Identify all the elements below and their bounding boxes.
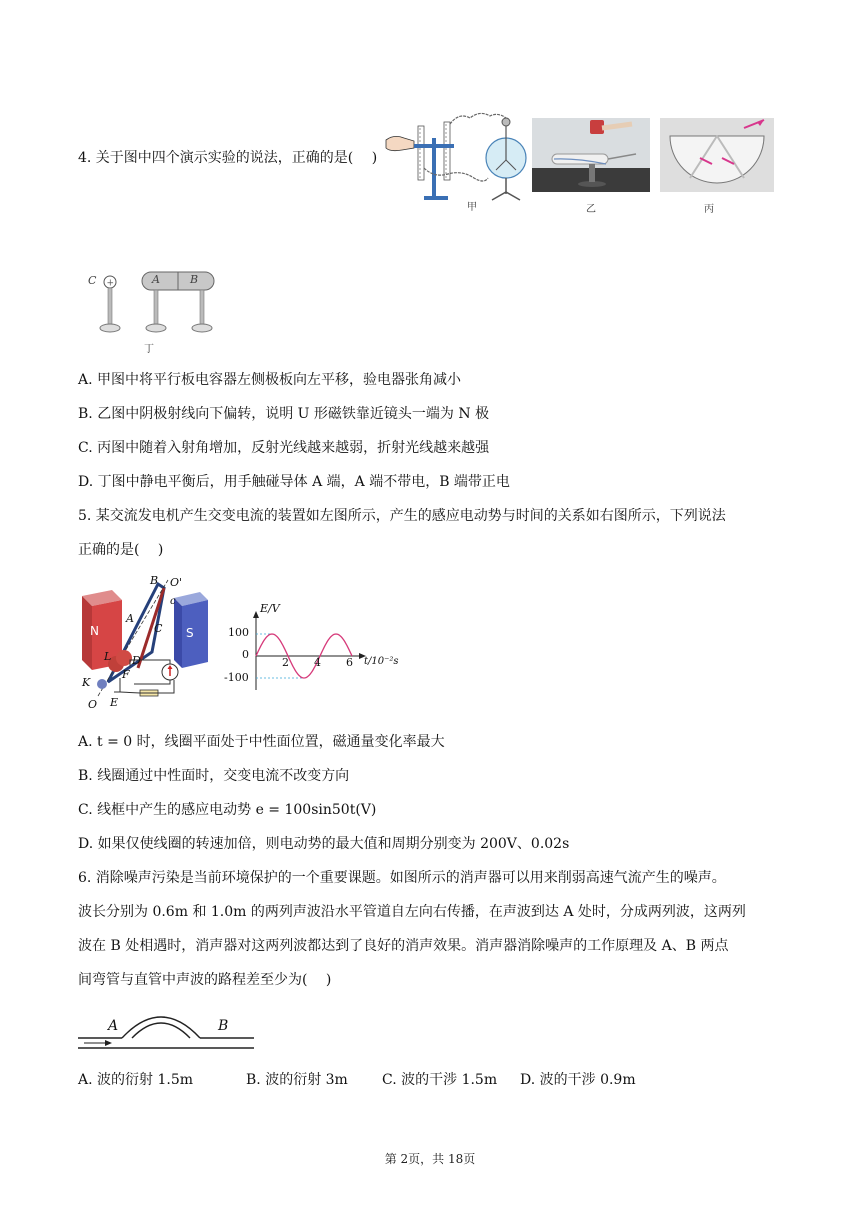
figure-ding bbox=[88, 268, 224, 358]
gen-label-o: O bbox=[88, 698, 98, 711]
emf-graph-xlabel: t/10⁻²s bbox=[364, 656, 399, 667]
emf-graph-y-zero: 0 bbox=[242, 648, 249, 661]
gen-label-e: E bbox=[110, 696, 119, 709]
magnet-s-label: S bbox=[186, 626, 194, 640]
generator-figure bbox=[78, 572, 218, 712]
figure-jia bbox=[384, 108, 530, 212]
figure-yi bbox=[532, 118, 650, 192]
q6-stem-line2: 波长分别为 0.6m 和 1.0m 的两列声波沿水平管道自左向右传播，在声波到达 A 处时，分成两列波，这两列 bbox=[78, 904, 746, 920]
gen-label-d: D bbox=[132, 654, 141, 667]
gen-label-b: B bbox=[150, 574, 159, 587]
emf-graph-x-tick-6: 6 bbox=[346, 656, 353, 669]
q6-option-b: B. 波的衍射 3m bbox=[246, 1072, 348, 1088]
q4-stem: 4. 关于图中四个演示实验的说法，正确的是( ) bbox=[78, 150, 378, 166]
ding-label-c: C bbox=[88, 274, 97, 287]
q4-option-b: B. 乙图中阴极射线向下偏转，说明 U 形磁铁靠近镜头一端为 N 极 bbox=[78, 406, 490, 422]
emf-graph-y-bottom: -100 bbox=[224, 671, 249, 684]
q6-option-d: D. 波的干涉 0.9m bbox=[520, 1072, 636, 1088]
figure-bing bbox=[660, 118, 774, 192]
muffler-label-b: B bbox=[218, 1018, 229, 1034]
gen-label-c: C bbox=[154, 622, 163, 635]
gen-label-o-prime: O' bbox=[170, 576, 183, 589]
q6-stem-line4: 间弯管与直管中声波的路程差至少为( ) bbox=[78, 972, 332, 988]
emf-graph-x-tick-2: 2 bbox=[282, 656, 289, 669]
q6-stem-line1: 6. 消除噪声污染是当前环境保护的一个重要课题。如图所示的消声器可以用来削弱高速气流产生的噪声。 bbox=[78, 870, 726, 886]
q5-option-c: C. 线框中产生的感应电动势 e = 100sin50t(V) bbox=[78, 802, 377, 818]
gen-label-c-lower: c bbox=[170, 596, 176, 607]
figure-bing-label: 丙 bbox=[704, 204, 714, 215]
q5-option-a: A. t = 0 时，线圈平面处于中性面位置，磁通量变化率最大 bbox=[78, 734, 445, 750]
q5-stem-line2: 正确的是( ) bbox=[78, 542, 164, 558]
q5-option-b: B. 线圈通过中性面时，交变电流不改变方向 bbox=[78, 768, 350, 784]
q6-stem-line3: 波在 B 处相遇时，消声器对这两列波都达到了良好的消声效果。消声器消除噪声的工作原理及 A、B 两点 bbox=[78, 938, 729, 954]
q5-stem-line1: 5. 某交流发电机产生交变电流的装置如左图所示，产生的感应电动势与时间的关系如右图所示，下列说法 bbox=[78, 508, 726, 524]
q6-option-a: A. 波的衍射 1.5m bbox=[78, 1072, 194, 1088]
page-footer: 第 2页，共 18页 bbox=[384, 1152, 476, 1166]
muffler-figure bbox=[78, 1004, 258, 1056]
emf-graph bbox=[224, 602, 400, 690]
magnet-n-label: N bbox=[90, 624, 99, 638]
gen-label-a: A bbox=[126, 612, 134, 625]
ding-label-b: B bbox=[190, 273, 199, 286]
emf-graph-y-top: 100 bbox=[228, 626, 249, 639]
q4-option-c: C. 丙图中随着入射角增加，反射光线越来越弱，折射光线越来越强 bbox=[78, 440, 490, 456]
svg-text:+: + bbox=[106, 278, 115, 289]
q4-option-a: A. 甲图中将平行板电容器左侧极板向左平移，验电器张角减小 bbox=[78, 372, 462, 388]
figure-ding-label: 丁 bbox=[144, 344, 154, 355]
ding-label-a: A bbox=[152, 273, 160, 286]
emf-graph-ylabel: E/V bbox=[260, 602, 280, 615]
q6-option-c: C. 波的干涉 1.5m bbox=[382, 1072, 498, 1088]
q4-option-d: D. 丁图中静电平衡后，用手触碰导体 A 端，A 端不带电，B 端带正电 bbox=[78, 474, 510, 490]
emf-graph-x-tick-4: 4 bbox=[314, 656, 321, 669]
gen-label-k: K bbox=[82, 676, 91, 689]
q5-option-d: D. 如果仅使线圈的转速加倍，则电动势的最大值和周期分别变为 200V、0.02s bbox=[78, 836, 570, 852]
figure-yi-label: 乙 bbox=[586, 204, 596, 215]
gen-label-f: F bbox=[122, 668, 130, 681]
gen-label-l: L bbox=[104, 650, 112, 663]
figure-jia-label: 甲 bbox=[467, 202, 477, 213]
muffler-label-a: A bbox=[108, 1018, 119, 1034]
